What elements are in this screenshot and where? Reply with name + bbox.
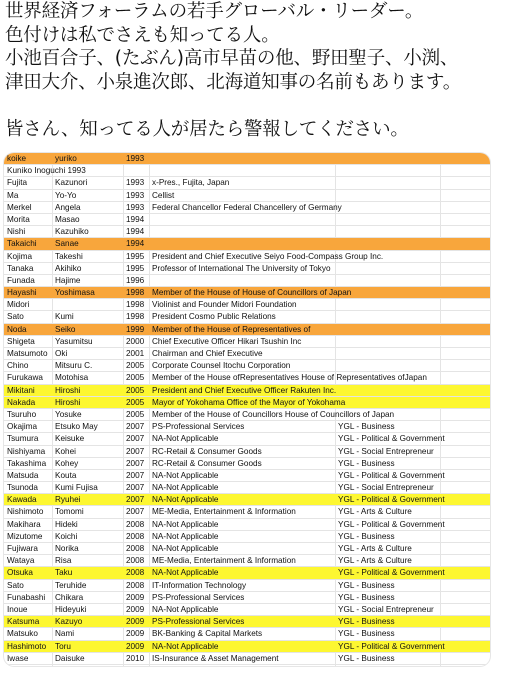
table-cell: 2007: [126, 458, 145, 468]
table-cell: NA-Not Applicable: [152, 641, 219, 651]
post-line: 小池百合子、(たぶん)高市早苗の他、野田聖子、小渕、: [5, 48, 459, 69]
table-cell: Yasumitsu: [55, 336, 93, 346]
table-row: [4, 604, 490, 616]
table-cell: Yoshimasa: [55, 288, 95, 298]
table-cell: Hajime: [55, 275, 81, 285]
table-cell: NA-Not Applicable: [152, 495, 219, 505]
table-cell: 2005: [126, 385, 145, 395]
table-cell: PS-Professional Services: [152, 617, 245, 627]
table-cell: YGL - Business: [338, 580, 395, 590]
table-cell: Mayor of Yokohama Office of the Mayor of Yokohama: [152, 397, 346, 407]
table-cell: Chikara: [55, 592, 84, 602]
table-cell: Sato: [7, 312, 24, 322]
table-cell: NA-Not Applicable: [152, 483, 219, 493]
table-cell: Corporate Counsel Itochu Corporation: [152, 361, 291, 371]
table-cell: YGL - Political & Government: [338, 470, 445, 480]
table-cell: Risa: [55, 556, 72, 566]
table-row: [4, 470, 490, 482]
table-cell: yuriko: [55, 154, 77, 163]
table-cell: Takeshi: [55, 251, 83, 261]
table-cell: Funada: [7, 275, 35, 285]
table-cell: 1998: [126, 312, 145, 322]
table-cell: RC-Retail & Consumer Goods: [152, 458, 262, 468]
table-cell: 1993: [126, 178, 145, 188]
table-cell: Nishimoto: [7, 507, 44, 517]
table-cell: 1998: [126, 300, 145, 310]
table-cell: Shigeta: [7, 336, 35, 346]
post-line: 皆さん、知ってる人が居たら警報してください。: [5, 119, 409, 140]
table-cell: Kohei: [55, 446, 76, 456]
table-row: [4, 360, 490, 372]
table-cell: Mitsuru C.: [55, 361, 93, 371]
table-cell: Matsumoto: [7, 349, 48, 358]
table-cell: YGL - Business: [338, 531, 395, 541]
table-row: [4, 299, 490, 311]
table-cell: Takashima: [7, 458, 47, 468]
table-cell: YGL - Political & Government: [338, 495, 445, 505]
table-cell: Okajima: [7, 422, 38, 432]
post-line: 色付けは私でさえも知ってる人。: [5, 24, 280, 46]
table-cell: 2007: [126, 422, 145, 432]
table-cell: Yosuke: [55, 409, 82, 419]
table-cell: YGL - Political & Government: [338, 568, 445, 578]
table-cell: 1994: [126, 239, 145, 249]
table-cell: 2001: [126, 349, 145, 358]
table-cell: Fujiwara: [7, 544, 38, 553]
table-cell: NA-Not Applicable: [152, 568, 219, 578]
table-cell: 2008: [126, 544, 145, 553]
table-row: [4, 641, 490, 653]
table-cell: YGL - Social Entrepreneur: [338, 483, 434, 493]
table-row: [4, 190, 490, 202]
table-cell: Keisuke: [55, 434, 85, 444]
table-row: [4, 494, 490, 506]
table-row: [4, 226, 490, 238]
table-cell: YGL - Arts & Culture: [338, 507, 412, 517]
table-cell: Kazunori: [55, 178, 88, 188]
post-text: [5, 0, 525, 142]
table-row: [4, 580, 490, 592]
table-cell: YGL - Political & Government: [338, 519, 445, 529]
table-cell: Member of the House ofRepresentatives House of Representatives ofJapan: [152, 373, 427, 383]
table-cell: Teruhide: [55, 580, 87, 590]
table-cell: Member of the House of House of Councillors of Japan: [152, 288, 352, 298]
table-cell: Kumi: [55, 312, 74, 322]
table-cell: Motohisa: [55, 373, 89, 383]
table-cell: 2007: [126, 495, 145, 505]
table-cell: Takaichi: [7, 239, 37, 249]
table-row: [4, 543, 490, 555]
table-row: [4, 275, 490, 287]
table-cell: Hashimoto: [7, 641, 47, 651]
table-cell: 2005: [126, 409, 145, 419]
table-cell: 1995: [126, 251, 145, 261]
table-cell: YGL - Business: [338, 422, 395, 432]
table-row: [4, 628, 490, 640]
table-cell: Angela: [55, 202, 81, 212]
table-row: [4, 409, 490, 421]
table-row: [4, 336, 490, 348]
table-row: [4, 287, 490, 299]
table-row: [4, 214, 490, 226]
table-cell: 2008: [126, 531, 145, 541]
table-cell: Member of the House of Representatives of: [152, 324, 311, 334]
table-cell: Professor of International The University of Tokyo: [152, 263, 331, 273]
table-cell: Midori: [7, 300, 30, 310]
table-cell: YGL - Business: [338, 617, 395, 627]
table-cell: Furukawa: [7, 373, 43, 383]
table-row: [4, 433, 490, 445]
table-cell: Oki: [55, 349, 68, 358]
table-cell: Akihiko: [55, 263, 82, 273]
table-cell: PS-Professional Services: [152, 592, 245, 602]
table-cell: Hiroshi: [55, 397, 81, 407]
post-line: 世界経済フォーラムの若手グローバル・リーダー。: [5, 1, 424, 22]
table-cell: ME-Media, Entertainment & Information: [152, 556, 296, 566]
table-cell: Morita: [7, 214, 30, 224]
table-cell: Kojima: [7, 251, 33, 261]
table-row: [4, 324, 490, 336]
table-row: [4, 177, 490, 189]
table-cell: 2007: [126, 446, 145, 456]
table-row: [4, 251, 490, 263]
table-cell: NA-Not Applicable: [152, 604, 219, 614]
table-cell: 2005: [126, 361, 145, 371]
table-cell: 2009: [126, 604, 145, 614]
table-row: [4, 446, 490, 458]
table-cell: 1998: [126, 288, 145, 298]
table-cell: Noda: [7, 324, 27, 334]
table-cell: Iwase: [7, 653, 29, 663]
table-cell: Norika: [55, 544, 79, 553]
table-cell: Wataya: [7, 556, 35, 566]
table-row: [4, 421, 490, 433]
table-cell: Kouta: [55, 470, 77, 480]
table-row: [4, 348, 490, 360]
table-cell: Nakada: [7, 397, 36, 407]
table-cell: President and Chief Executive Seiyo Food-Compass Group Inc.: [152, 251, 384, 261]
table-cell: NA-Not Applicable: [152, 470, 219, 480]
table-cell: YGL - Business: [338, 458, 395, 468]
table-cell: Kazuyo: [55, 617, 83, 627]
table-cell: x-Pres., Fujita, Japan: [152, 178, 230, 188]
table-cell: IS-Insurance & Asset Management: [152, 653, 279, 663]
table-cell: 1995: [126, 263, 145, 273]
table-cell: Masao: [55, 214, 80, 224]
table-cell: YGL - Arts & Culture: [338, 544, 412, 553]
table-cell: 2000: [126, 336, 145, 346]
table-cell: Taku: [55, 568, 73, 578]
table-row: [4, 165, 490, 177]
table-cell: 2010: [126, 653, 145, 663]
table-cell: 2009: [126, 641, 145, 651]
spreadsheet-image[interactable]: [4, 153, 490, 666]
table-cell: Kazuhiko: [55, 227, 89, 237]
table-cell: Ma: [7, 190, 19, 200]
table-cell: Hiroshi: [55, 385, 81, 395]
table-cell: Mizutome: [7, 531, 43, 541]
table-cell: Hideki: [55, 519, 78, 529]
table-cell: Nishiyama: [7, 446, 46, 456]
table-row: [4, 202, 490, 214]
table-row: [4, 482, 490, 494]
table-cell: President Cosmo Public Relations: [152, 312, 276, 322]
table-cell: 2007: [126, 470, 145, 480]
table-cell: Tsunoda: [7, 483, 38, 493]
table-row: [4, 555, 490, 567]
table-cell: Matsuda: [7, 470, 39, 480]
table-cell: PS-Professional Services: [152, 422, 245, 432]
table-cell: YGL - Business: [338, 653, 395, 663]
table-row: [4, 519, 490, 531]
table-cell: 1999: [126, 324, 145, 334]
table-cell: Hayashi: [7, 288, 37, 298]
table-cell: Funabashi: [7, 592, 46, 602]
table-cell: 2005: [126, 373, 145, 383]
table-row: [4, 531, 490, 543]
table-cell: Chairman and Chief Executive: [152, 349, 263, 358]
table-cell: Mikitani: [7, 385, 35, 395]
table-row: [4, 592, 490, 604]
table-cell: ME-Media, Entertainment & Information: [152, 507, 296, 517]
table-cell: IT-Information Technology: [152, 580, 247, 590]
table-cell: 2009: [126, 629, 145, 639]
table-cell: Fujita: [7, 178, 28, 188]
table-cell: Cellist: [152, 190, 175, 200]
table-row: [4, 263, 490, 275]
table-cell: Member of the House of Councillors House of Councillors of Japan: [152, 409, 395, 419]
table-cell: NA-Not Applicable: [152, 434, 219, 444]
table-row: [4, 311, 490, 323]
post-gap: [5, 94, 525, 118]
post-line: 津田大介、小泉進次郎、北海道知事の名前もあります。: [5, 71, 462, 93]
table-cell: 1994: [126, 227, 145, 237]
table-cell: YGL - Political & Government: [338, 434, 445, 444]
table-cell: Otsuka: [7, 568, 33, 578]
table-cell: NA-Not Applicable: [152, 531, 219, 541]
table-cell: YGL - Social Entrepreneur: [338, 446, 434, 456]
table-cell: 2007: [126, 483, 145, 493]
table-cell: YGL - Business: [338, 629, 395, 639]
table-cell: Chief Executive Officer Hikari Tsushin Inc: [152, 336, 302, 346]
table-cell: Violinist and Founder Midori Foundation: [152, 300, 297, 310]
table-cell: 2008: [126, 519, 145, 529]
table-row: [4, 397, 490, 409]
table-cell: 2008: [126, 580, 145, 590]
table-cell: 2009: [126, 617, 145, 627]
table-row: [4, 372, 490, 384]
table-cell: 2005: [126, 397, 145, 407]
table-cell: 2007: [126, 434, 145, 444]
table-cell: 1993: [126, 202, 145, 212]
table-cell: Hideyuki: [55, 604, 87, 614]
table-row: [4, 153, 490, 165]
table-cell: RC-Retail & Consumer Goods: [152, 446, 262, 456]
table-cell: President and Chief Executive Officer Rakuten Inc.: [152, 385, 337, 395]
table-cell: Yo-Yo: [55, 190, 77, 200]
table-cell: YGL - Arts & Culture: [338, 556, 412, 566]
table-cell: YGL - Social Entrepreneur: [338, 604, 434, 614]
table-row: [4, 385, 490, 397]
table-cell: Nishi: [7, 227, 26, 237]
table-row: [4, 567, 490, 579]
table-cell: Merkel: [7, 202, 32, 212]
table-cell: YGL - Political & Government: [338, 641, 445, 651]
table-cell: Sanae: [55, 239, 79, 249]
table-cell: Tanaka: [7, 263, 34, 273]
table-cell: Katsuma: [7, 617, 40, 627]
table-cell: Tsuruho: [7, 409, 37, 419]
table-cell: Koichi: [55, 531, 78, 541]
table-cell: Daisuke: [55, 653, 85, 663]
table-cell: NA-Not Applicable: [152, 544, 219, 553]
table-cell: Matsuko: [7, 629, 38, 639]
table-cell: Etsuko May: [55, 422, 98, 432]
table-cell: Tsumura: [7, 434, 39, 444]
table-cell: Sato: [7, 580, 24, 590]
table-cell: Kohey: [55, 458, 79, 468]
table-row: [4, 458, 490, 470]
table-cell: Seiko: [55, 324, 76, 334]
table-cell: YGL - Business: [338, 592, 395, 602]
table-cell: Inoue: [7, 604, 28, 614]
table-row: [4, 238, 490, 250]
table-cell: Federal Chancellor Federal Chancellery of Germany: [152, 202, 342, 212]
table-cell: 2009: [126, 592, 145, 602]
table-cell: 1994: [126, 214, 145, 224]
table-cell: BK-Banking & Capital Markets: [152, 629, 263, 639]
table-row: [4, 506, 490, 518]
table-cell: 2008: [126, 568, 145, 578]
table-cell: Kuniko Inoguchi 1993: [7, 166, 86, 176]
table-row: [4, 653, 490, 665]
table-cell: 1993: [126, 190, 145, 200]
table-cell: Kawada: [7, 495, 37, 505]
table-cell: 1993: [126, 154, 145, 163]
table-cell: 2007: [126, 507, 145, 517]
table-cell: 1996: [126, 275, 145, 285]
table-cell: Toru: [55, 641, 71, 651]
table-cell: Nami: [55, 629, 75, 639]
table-cell: Makihara: [7, 519, 41, 529]
table-cell: Kumi Fujisa: [55, 483, 98, 493]
table-cell: Chino: [7, 361, 29, 371]
table-row: [4, 616, 490, 628]
table-cell: koike: [7, 154, 27, 163]
table-cell: 2008: [126, 556, 145, 566]
table-cell: NA-Not Applicable: [152, 519, 219, 529]
table-cell: Tomomi: [55, 507, 84, 517]
table-cell: Ryuhei: [55, 495, 81, 505]
